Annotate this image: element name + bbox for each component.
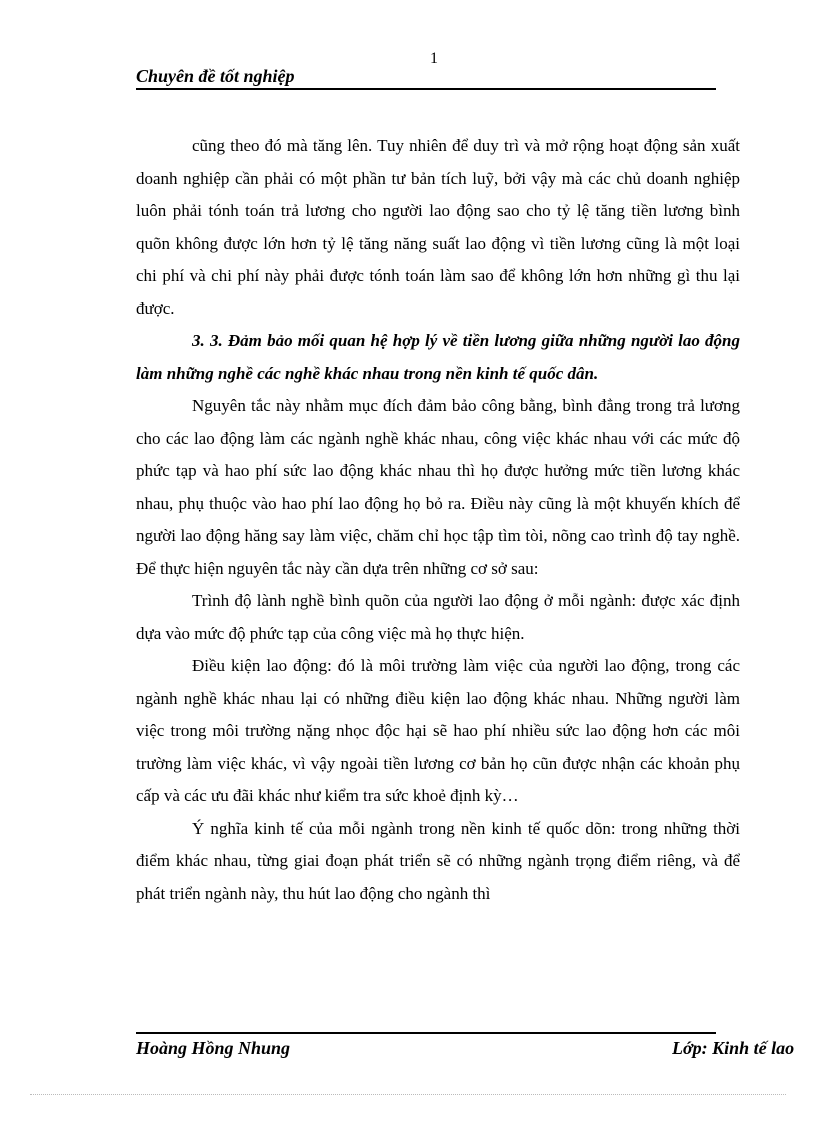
section-heading-3-3: 3. 3. Đảm bảo mối quan hệ hợp lý về tiền lương giữa những người lao động làm những nghề các nghề khác nhau trong nền kinh tế quốc dân.: [136, 331, 740, 383]
footer-author: Hoàng Hồng Nhung: [136, 1038, 291, 1058]
page-number: 1: [430, 50, 438, 67]
paragraph-principle: Nguyên tắc này nhằm mục đích đảm bảo công bằng, bình đẳng trong trả lương cho các lao động làm các ngành nghề khác nhau, công việc khác nhau với các mức độ phức tạp và hao phí sức lao động khác nhau thì họ được hưởng mức tiền lương khác nhau, phụ thuộc vào hao phí lao động họ bỏ ra. Điều này cũng là một khuyến khích để người lao động hăng say làm việc, chăm chỉ học tập tìm tòi, nõng cao trình độ tay nghề. Để thực hiện nguyên tắc này cần dựa trên những cơ sở sau:: [136, 396, 740, 578]
paragraph-intro-continuation: cũng theo đó mà tăng lên. Tuy nhiên để duy trì và mở rộng hoạt động sản xuất doanh nghiệp cần phải có một phần tư bản tích luỹ, bởi vậy mà các chủ doanh nghiệp luôn phải tónh toán trả lương cho người lao động sao cho tỷ lệ tăng tiền lương bình quõn không được lớn hơn tỷ lệ tăng năng suất lao động vì tiền lương cũng là một loại chi phí và chi phí này phải được tónh toán làm sao để không lớn hơn những gì thu lại được.: [136, 136, 740, 318]
footer-rule: [136, 1032, 716, 1034]
header-title: Chuyên đề tốt nghiệp: [136, 66, 295, 86]
document-body: [136, 130, 740, 910]
footer-class: Lớp: Kinh tế lao: [672, 1038, 795, 1058]
page-bottom-dotted-line: [30, 1094, 786, 1095]
paragraph-skill-level: Trình độ lành nghề bình quõn của người lao động ở mỗi ngành: được xác định dựa vào mức độ phức tạp của công việc mà họ thực hiện.: [136, 591, 740, 643]
header-rule: [136, 88, 716, 90]
paragraph-working-conditions: Điều kiện lao động: đó là môi trường làm việc của người lao động, trong các ngành nghề khác nhau lại có những điều kiện lao động khác nhau. Những người làm việc trong môi trường nặng nhọc độc hại sẽ hao phí nhiều sức lao động hơn các môi trường làm việc khác, vì vậy ngoài tiền lương cơ bản họ cũn được nhận các khoản phụ cấp và các ưu đãi khác như kiểm tra sức khoẻ định kỳ…: [136, 656, 740, 805]
paragraph-economic-significance: Ý nghĩa kinh tế của mỗi ngành trong nền kinh tế quốc dõn: trong những thời điểm khác nhau, từng giai đoạn phát triển sẽ có những ngành trọng điểm riêng, và để phát triển ngành này, thu hút lao động cho ngành thì: [136, 818, 740, 903]
